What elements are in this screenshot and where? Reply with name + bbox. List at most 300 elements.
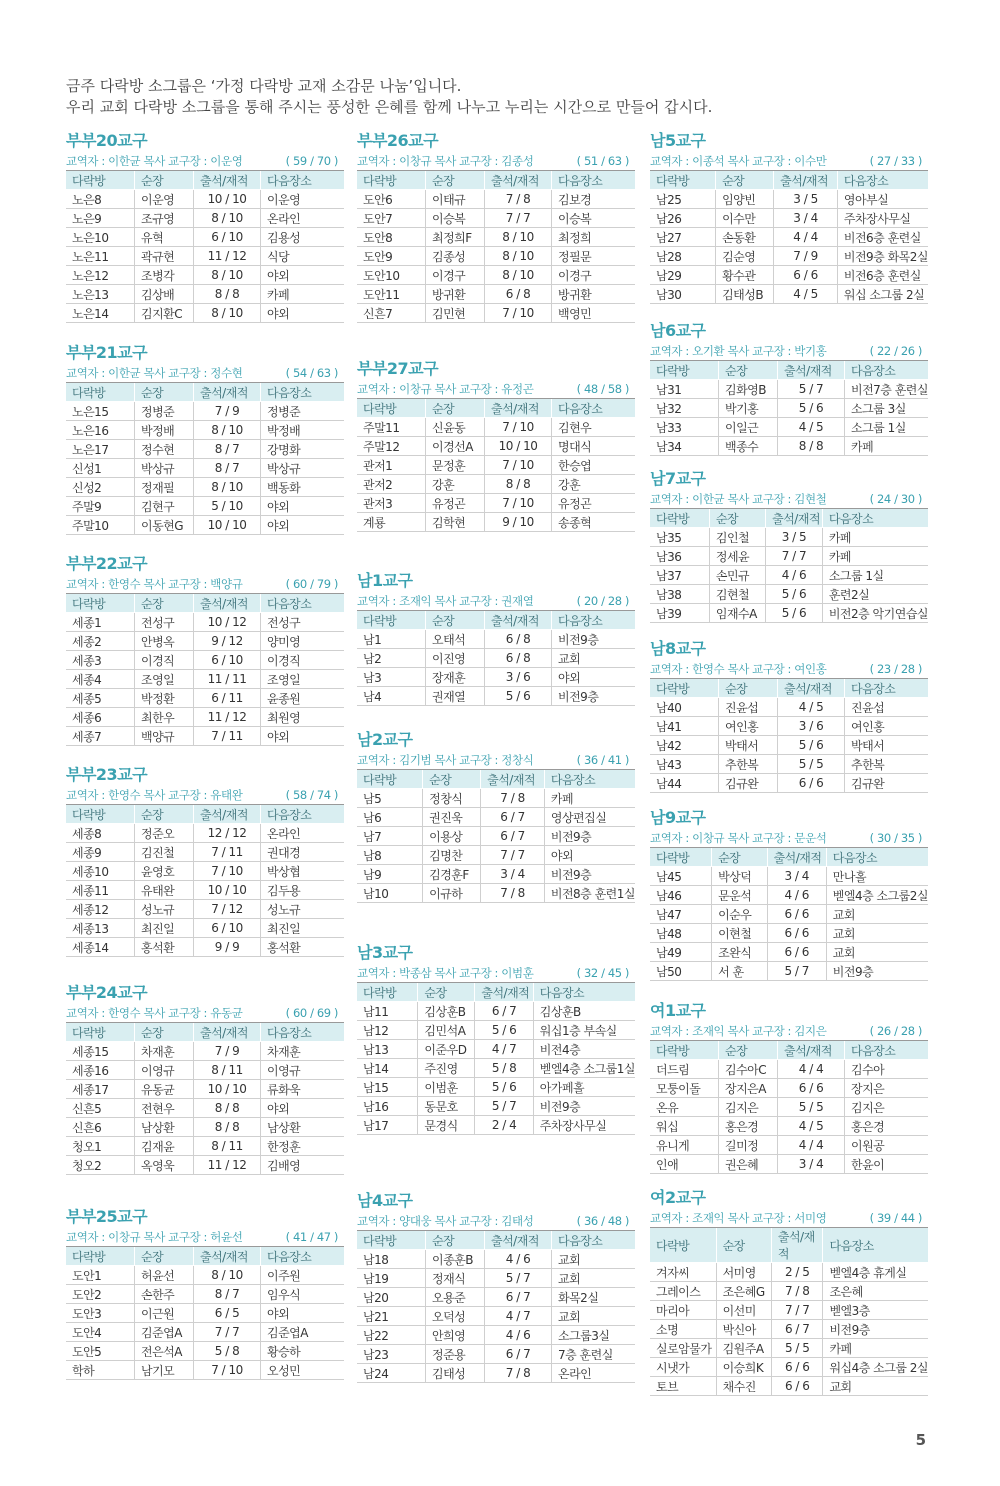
cell-next-place: 임우식	[261, 1285, 345, 1304]
cell-attendance: 8 / 7	[194, 440, 261, 459]
cell-next-place: 추한복	[845, 755, 929, 774]
cell-next-place: 비전8층 훈련1실	[544, 884, 635, 903]
cell-next-place: 정병준	[261, 402, 345, 421]
cell-leader: 옥영욱	[135, 1156, 194, 1175]
cell-leader: 김학현	[426, 513, 485, 532]
cell-next-place: 비전9층	[544, 865, 635, 884]
table-row	[66, 1323, 344, 1342]
cell-next-place: 소그룹3실	[552, 1326, 636, 1345]
column-header: 순장	[135, 594, 194, 613]
cell-darakbang: 세종10	[66, 862, 135, 881]
cell-attendance: 7 / 7	[485, 209, 552, 228]
cell-attendance: 5 / 6	[777, 399, 844, 418]
column-header: 출석/재적	[766, 509, 823, 528]
cell-darakbang: 남9	[357, 865, 423, 884]
column-header: 다락방	[66, 1247, 135, 1266]
table-row	[66, 824, 344, 843]
table-row	[66, 209, 344, 228]
column-header: 순장	[135, 383, 194, 402]
cell-darakbang: 노은12	[66, 266, 135, 285]
cell-next-place: 워십1층 부속실	[533, 1021, 635, 1040]
cell-next-place: 벧엘3층	[823, 1301, 928, 1320]
group-meta	[650, 1022, 928, 1041]
cell-attendance: 6 / 7	[771, 1320, 823, 1339]
cell-attendance: 10 / 10	[194, 190, 261, 209]
cell-leader: 황수관	[716, 266, 774, 285]
cell-darakbang: 세종13	[66, 919, 135, 938]
table-row	[357, 1364, 635, 1383]
cell-leader: 윤영호	[135, 862, 194, 881]
table-row	[66, 651, 344, 670]
column-header: 출석/재적	[194, 594, 261, 613]
column-header: 다락방	[650, 361, 718, 380]
table-row	[357, 1269, 635, 1288]
cell-darakbang: 세종3	[66, 651, 135, 670]
cell-darakbang: 남41	[650, 717, 719, 736]
cell-darakbang: 세종12	[66, 900, 135, 919]
cell-attendance: 5 / 8	[194, 1342, 261, 1361]
cell-darakbang: 계룡	[357, 513, 426, 532]
column-header: 다음장소	[826, 848, 928, 867]
cell-darakbang: 남17	[357, 1116, 418, 1135]
group-table	[357, 399, 635, 532]
table-row	[650, 1263, 928, 1282]
cell-next-place: 벧엘4층 소그룹2실	[826, 886, 928, 905]
cell-next-place: 비전9층	[544, 827, 635, 846]
cell-next-place: 벧엘4층 소그룹1실	[533, 1059, 635, 1078]
cell-attendance: 8 / 10	[485, 247, 552, 266]
table-row	[357, 668, 635, 687]
cell-next-place: 양미영	[261, 632, 345, 651]
group-staff: 교역자 : 이한균 목사 교구장 : 김현철	[650, 492, 827, 506]
cell-leader: 진윤섭	[719, 698, 778, 717]
group-staff: 교역자 : 한영수 목사 교구장 : 유태완	[66, 788, 243, 802]
cell-leader: 여인홍	[719, 717, 778, 736]
cell-darakbang: 남35	[650, 528, 709, 547]
cell-leader: 오용준	[426, 1288, 485, 1307]
cell-attendance: 10 / 10	[485, 437, 552, 456]
group-table	[650, 171, 928, 304]
intro-text	[66, 76, 946, 118]
cell-darakbang: 남39	[650, 604, 709, 623]
cell-attendance: 5 / 7	[485, 1269, 552, 1288]
cell-attendance: 7 / 10	[485, 494, 552, 513]
cell-next-place: 류화욱	[261, 1080, 345, 1099]
group-title: 여2교구	[650, 1188, 706, 1207]
cell-next-place: 이승복	[552, 209, 636, 228]
cell-darakbang: 토브	[650, 1377, 716, 1396]
table-row	[650, 1098, 928, 1117]
cell-darakbang: 실로암물가	[650, 1339, 716, 1358]
cell-leader: 김준엽A	[135, 1323, 194, 1342]
table-row	[66, 613, 344, 632]
group-meta	[650, 660, 928, 679]
cell-leader: 이일근	[718, 418, 777, 437]
cell-darakbang: 남49	[650, 943, 712, 962]
cell-next-place: 김현우	[552, 418, 636, 437]
cell-next-place: 비전6층 훈련실	[837, 228, 928, 247]
group-staff: 교역자 : 박종삼 목사 교구장 : 이범훈	[357, 966, 534, 980]
column-header: 출석/재적	[194, 1247, 261, 1266]
column-header: 다락방	[650, 171, 716, 190]
table-row	[66, 1118, 344, 1137]
group-attendance-total: ( 51 / 63 )	[576, 154, 629, 168]
group-table	[66, 383, 344, 535]
column-header: 다음장소	[823, 1228, 928, 1263]
cell-next-place: 소그룹 1실	[822, 566, 928, 585]
cell-next-place: 영상편집실	[544, 808, 635, 827]
column-header: 다음장소	[261, 805, 345, 824]
cell-next-place: 교회	[552, 1269, 636, 1288]
intro-line-2: 우리 교회 다락방 소그룹을 통해 주시는 풍성한 은혜를 함께 나누고 누리는 시간으로 만들어 갑시다.	[66, 98, 713, 116]
cell-darakbang: 도안3	[66, 1304, 135, 1323]
column-header: 다락방	[357, 171, 426, 190]
group-meta	[357, 1212, 635, 1231]
cell-next-place: 소그룹 1실	[844, 418, 928, 437]
group-table	[650, 848, 928, 981]
table-row	[650, 698, 928, 717]
cell-next-place: 방귀환	[552, 285, 636, 304]
column-header: 다음장소	[544, 770, 635, 789]
cell-darakbang: 워십	[650, 1117, 719, 1136]
cell-next-place: 윤종원	[261, 689, 345, 708]
cell-leader: 추한복	[719, 755, 778, 774]
table-row	[66, 421, 344, 440]
cell-attendance: 3 / 4	[767, 867, 826, 886]
cell-attendance: 8 / 8	[194, 1099, 261, 1118]
cell-darakbang: 남32	[650, 399, 718, 418]
table-header-row	[650, 171, 928, 190]
cell-darakbang: 남12	[357, 1021, 418, 1040]
cell-attendance: 11 / 12	[194, 708, 261, 727]
cell-next-place: 진윤섭	[845, 698, 929, 717]
cell-next-place: 최진일	[261, 919, 345, 938]
cell-leader: 김규완	[719, 774, 778, 793]
table-header-row	[66, 171, 344, 190]
cell-darakbang: 남27	[650, 228, 716, 247]
cell-next-place: 야외	[261, 516, 345, 535]
cell-attendance: 4 / 4	[774, 228, 838, 247]
column-header: 다음장소	[261, 1247, 345, 1266]
cell-attendance: 4 / 6	[766, 566, 823, 585]
cell-attendance: 5 / 5	[778, 755, 845, 774]
cell-leader: 주진영	[418, 1059, 475, 1078]
group-block	[650, 468, 928, 623]
cell-leader: 박기홍	[718, 399, 777, 418]
cell-attendance: 6 / 6	[771, 1377, 823, 1396]
group-attendance-total: ( 59 / 70 )	[285, 154, 338, 168]
cell-next-place: 온라인	[261, 824, 345, 843]
cell-darakbang: 노은16	[66, 421, 135, 440]
column-header: 다음장소	[845, 679, 929, 698]
cell-leader: 이수만	[716, 209, 774, 228]
cell-attendance: 2 / 4	[475, 1116, 533, 1135]
cell-next-place: 김용성	[261, 228, 345, 247]
cell-leader: 김지은	[719, 1098, 778, 1117]
cell-attendance: 9 / 12	[194, 632, 261, 651]
cell-darakbang: 도안9	[357, 247, 426, 266]
cell-next-place: 김지은	[845, 1098, 929, 1117]
table-row	[66, 1061, 344, 1080]
table-row	[357, 884, 635, 903]
cell-leader: 문정훈	[426, 456, 485, 475]
cell-next-place: 이영규	[261, 1061, 345, 1080]
cell-next-place: 전성구	[261, 613, 345, 632]
cell-next-place: 차재훈	[261, 1042, 345, 1061]
group-title: 남6교구	[650, 321, 706, 340]
cell-leader: 김현구	[135, 497, 194, 516]
cell-next-place: 야외	[261, 727, 345, 746]
table-row	[650, 1136, 928, 1155]
cell-next-place: 남상환	[261, 1118, 345, 1137]
table-row	[357, 789, 635, 808]
cell-attendance: 4 / 6	[485, 1326, 552, 1345]
cell-darakbang: 인애	[650, 1155, 719, 1174]
cell-next-place: 백영민	[552, 304, 636, 323]
cell-leader: 김태성	[426, 1364, 485, 1383]
cell-attendance: 10 / 12	[194, 613, 261, 632]
cell-next-place: 박상협	[261, 862, 345, 881]
table-row	[650, 943, 928, 962]
table-row	[66, 440, 344, 459]
table-row	[357, 494, 635, 513]
cell-attendance: 8 / 11	[194, 1061, 261, 1080]
cell-leader: 이규하	[423, 884, 481, 903]
cell-attendance: 5 / 6	[475, 1021, 533, 1040]
cell-attendance: 7 / 11	[194, 843, 261, 862]
table-row	[650, 905, 928, 924]
table-row	[650, 1358, 928, 1377]
table-row	[66, 285, 344, 304]
cell-darakbang: 남48	[650, 924, 712, 943]
cell-next-place: 정필문	[552, 247, 636, 266]
table-row	[357, 827, 635, 846]
cell-leader: 백종수	[718, 437, 777, 456]
group-block	[650, 1187, 928, 1396]
table-row	[650, 886, 928, 905]
column-header: 다음장소	[552, 611, 636, 630]
cell-attendance: 6 / 7	[485, 1288, 552, 1307]
group-meta	[650, 1209, 928, 1228]
column-header: 다음장소	[533, 983, 635, 1002]
group-block	[357, 1190, 635, 1383]
cell-darakbang: 주말9	[66, 497, 135, 516]
cell-attendance: 5 / 6	[766, 604, 823, 623]
table-row	[650, 266, 928, 285]
cell-darakbang: 남44	[650, 774, 719, 793]
column-header: 다락방	[357, 399, 426, 418]
cell-darakbang: 남22	[357, 1326, 426, 1345]
group-meta	[650, 829, 928, 848]
group-block	[357, 358, 635, 532]
group-table	[650, 1041, 928, 1174]
cell-leader: 손한주	[135, 1285, 194, 1304]
column-header: 다락방	[66, 171, 135, 190]
cell-leader: 정재식	[426, 1269, 485, 1288]
cell-next-place: 훈련2실	[822, 585, 928, 604]
cell-next-place: 백동화	[261, 478, 345, 497]
cell-next-place: 이운영	[261, 190, 345, 209]
group-attendance-total: ( 30 / 35 )	[869, 831, 922, 845]
cell-leader: 이용상	[423, 827, 481, 846]
group-table	[66, 1247, 344, 1380]
cell-attendance: 7 / 11	[194, 727, 261, 746]
column-header: 출석/재적	[475, 983, 533, 1002]
cell-darakbang: 겨자씨	[650, 1263, 716, 1282]
cell-attendance: 5 / 6	[475, 1078, 533, 1097]
group-meta	[357, 592, 635, 611]
cell-attendance: 8 / 10	[194, 209, 261, 228]
cell-leader: 안병옥	[135, 632, 194, 651]
column-header: 출석/재적	[481, 770, 545, 789]
cell-darakbang: 남33	[650, 418, 718, 437]
cell-leader: 이경직	[135, 651, 194, 670]
column-header: 다락방	[66, 805, 135, 824]
page-number: 5	[915, 1431, 926, 1449]
table-row	[650, 962, 928, 981]
cell-attendance: 3 / 5	[774, 190, 838, 209]
cell-attendance: 7 / 8	[771, 1282, 823, 1301]
cell-darakbang: 세종9	[66, 843, 135, 862]
column-header: 출석/재적	[194, 383, 261, 402]
cell-darakbang: 노은14	[66, 304, 135, 323]
table-row	[357, 1307, 635, 1326]
cell-leader: 이근원	[135, 1304, 194, 1323]
group-block	[66, 764, 344, 957]
cell-leader: 김지환C	[135, 304, 194, 323]
table-row	[66, 1080, 344, 1099]
cell-next-place: 야외	[261, 497, 345, 516]
cell-attendance: 7 / 8	[481, 884, 545, 903]
cell-darakbang: 남47	[650, 905, 712, 924]
cell-next-place: 김준엽A	[261, 1323, 345, 1342]
table-row	[650, 585, 928, 604]
cell-next-place: 식당	[261, 247, 345, 266]
cell-attendance: 6 / 6	[767, 943, 826, 962]
table-header-row	[650, 1041, 928, 1060]
cell-darakbang: 도안6	[357, 190, 426, 209]
cell-attendance: 7 / 10	[194, 862, 261, 881]
cell-attendance: 4 / 7	[485, 1307, 552, 1326]
group-meta	[650, 342, 928, 361]
group-staff: 교역자 : 조재익 목사 교구장 : 서미영	[650, 1211, 827, 1225]
table-row	[357, 1288, 635, 1307]
column-header: 순장	[426, 611, 485, 630]
group-attendance-total: ( 60 / 69 )	[285, 1006, 338, 1020]
cell-attendance: 7 / 10	[485, 418, 552, 437]
group-title: 남1교구	[357, 571, 413, 590]
cell-leader: 동문호	[418, 1097, 475, 1116]
cell-next-place: 비전6층 훈련실	[837, 266, 928, 285]
cell-leader: 전은석A	[135, 1342, 194, 1361]
cell-darakbang: 남45	[650, 867, 712, 886]
cell-next-place: 조영일	[261, 670, 345, 689]
cell-attendance: 6 / 10	[194, 651, 261, 670]
cell-next-place: 김두용	[261, 881, 345, 900]
cell-darakbang: 세종16	[66, 1061, 135, 1080]
cell-darakbang: 남11	[357, 1002, 418, 1021]
table-row	[650, 1320, 928, 1339]
cell-next-place: 카페	[822, 547, 928, 566]
table-row	[66, 670, 344, 689]
column-header: 다음장소	[261, 171, 345, 190]
column-header: 다락방	[357, 1231, 426, 1250]
cell-darakbang: 노은15	[66, 402, 135, 421]
table-header-row	[357, 983, 635, 1002]
cell-attendance: 6 / 6	[778, 774, 845, 793]
column-header: 순장	[135, 171, 194, 190]
column-header: 다음장소	[261, 383, 345, 402]
column-header: 순장	[716, 171, 774, 190]
cell-darakbang: 더드림	[650, 1060, 719, 1079]
cell-leader: 서 훈	[712, 962, 767, 981]
cell-attendance: 10 / 10	[194, 1080, 261, 1099]
group-attendance-total: ( 41 / 47 )	[285, 1230, 338, 1244]
cell-darakbang: 유니게	[650, 1136, 719, 1155]
column-header: 순장	[135, 1023, 194, 1042]
cell-darakbang: 시냇가	[650, 1358, 716, 1377]
cell-attendance: 5 / 7	[475, 1097, 533, 1116]
cell-attendance: 5 / 5	[778, 1098, 845, 1117]
cell-leader: 이종훈B	[426, 1250, 485, 1269]
cell-next-place: 한윤이	[845, 1155, 929, 1174]
cell-darakbang: 남36	[650, 547, 709, 566]
cell-attendance: 3 / 4	[778, 1155, 845, 1174]
table-row	[66, 1342, 344, 1361]
table-row	[66, 843, 344, 862]
group-staff: 교역자 : 한영수 목사 교구장 : 여인홍	[650, 662, 827, 676]
cell-leader: 이승복	[426, 209, 485, 228]
table-header-row	[66, 805, 344, 824]
cell-leader: 김상훈B	[418, 1002, 475, 1021]
cell-next-place: 홍은경	[845, 1117, 929, 1136]
cell-next-place: 이주원	[261, 1266, 345, 1285]
cell-attendance: 4 / 6	[767, 886, 826, 905]
cell-darakbang: 마리아	[650, 1301, 716, 1320]
table-row	[650, 1060, 928, 1079]
cell-next-place: 최원영	[261, 708, 345, 727]
column-header: 다음장소	[822, 509, 928, 528]
cell-attendance: 7 / 7	[766, 547, 823, 566]
cell-next-place: 이경구	[552, 266, 636, 285]
cell-next-place: 명대식	[552, 437, 636, 456]
table-row	[357, 1040, 635, 1059]
column-header: 순장	[709, 509, 765, 528]
cell-next-place: 비전9층	[552, 687, 636, 706]
column-header: 순장	[716, 1228, 771, 1263]
table-row	[650, 547, 928, 566]
cell-leader: 정병준	[135, 402, 194, 421]
column-header: 출석/재적	[485, 1231, 552, 1250]
table-row	[650, 190, 928, 209]
group-table	[357, 1231, 635, 1383]
cell-darakbang: 남26	[650, 209, 716, 228]
cell-attendance: 4 / 4	[778, 1060, 845, 1079]
cell-next-place: 야외	[261, 266, 345, 285]
table-row	[357, 1002, 635, 1021]
column-header: 출석/재적	[774, 171, 838, 190]
group-block	[357, 570, 635, 706]
cell-darakbang: 세종11	[66, 881, 135, 900]
column-header: 출석/재적	[778, 679, 845, 698]
cell-darakbang: 도안10	[357, 266, 426, 285]
cell-darakbang: 도안11	[357, 285, 426, 304]
cell-leader: 조규영	[135, 209, 194, 228]
cell-leader: 유태완	[135, 881, 194, 900]
table-row	[650, 736, 928, 755]
cell-leader: 조영일	[135, 670, 194, 689]
table-row	[66, 402, 344, 421]
